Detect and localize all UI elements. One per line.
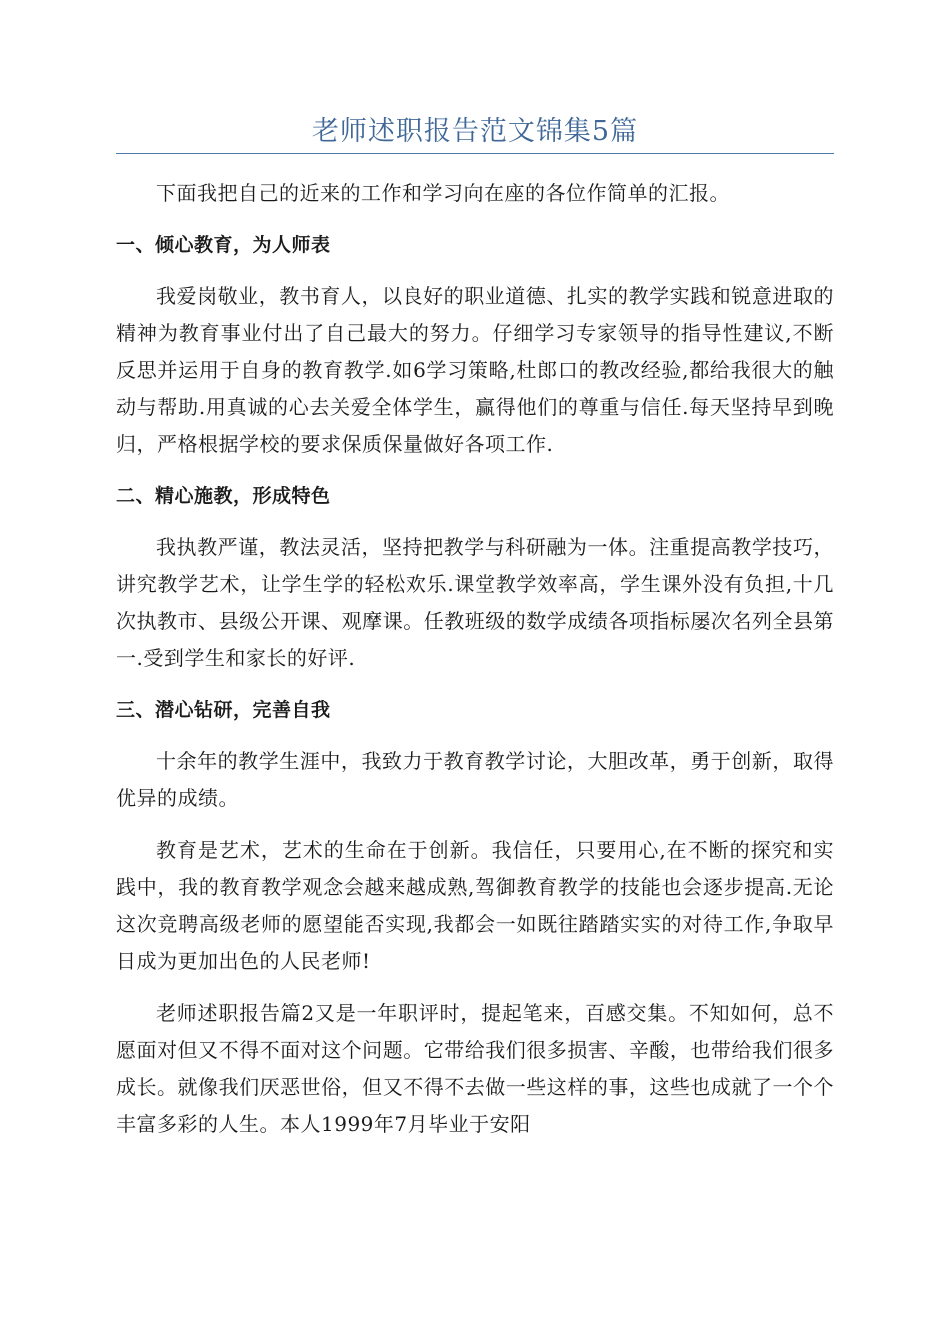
section-2-paragraph-1: 我执教严谨，教法灵活，坚持把教学与科研融为一体。注重提高教学技巧，讲究教学艺术，让学生学的轻松欢乐.课堂教学效率高，学生课外没有负担,十几次执教市、县级公开课、观摩课。任教班级的数学成绩各项指标屡次名列全县第一.受到学生和家长的好评. [116, 535, 834, 670]
section-1-paragraph-1: 我爱岗敬业，教书育人，以良好的职业道德、扎实的教学实践和锐意进取的精神为教育事业付出了自己最大的努力。仔细学习专家领导的指导性建议,不断反思并运用于自身的教育教学.如6学习策略,杜郎口的教改经验,都给我很大的触动与帮助.用真诚的心去关爱全体学生，赢得他们的尊重与信任.每天坚持早到晚归，严格根据学校的要求保质保量做好各项工作. [116, 284, 834, 456]
section-3-paragraph-2: 教育是艺术，艺术的生命在于创新。我信任，只要用心,在不断的探究和实践中，我的教育教学观念会越来越成熟,驾御教育教学的技能也会逐步提高.无论这次竞聘高级老师的愿望能否实现,我都会一如既往踏踏实实的对待工作,争取早日成为更加出色的人民老师! [116, 838, 834, 973]
section-3-paragraph-3: 老师述职报告篇2又是一年职评时，提起笔来，百感交集。不知如何，总不愿面对但又不得不面对这个问题。它带给我们很多损害、辛酸，也带给我们很多成长。就像我们厌恶世俗，但又不得不去做一些这样的事，这些也成就了一个个丰富多彩的人生。本人1999年7月毕业于安阳 [116, 1001, 834, 1136]
section-3-paragraph-1: 十余年的教学生涯中，我致力于教育教学讨论，大胆改革，勇于创新，取得优异的成绩。 [116, 749, 834, 810]
section-heading-2: 二、精心施教，形成特色 [116, 485, 331, 507]
section-heading-1: 一、倾心教育，为人师表 [116, 234, 331, 256]
intro-paragraph: 下面我把自己的近来的工作和学习向在座的各位作简单的汇报。 [156, 181, 730, 205]
document-body [116, 175, 834, 1158]
document-title: 老师述职报告范文锦集5篇 [311, 116, 639, 147]
title-underline [116, 153, 834, 154]
section-heading-3: 三、潜心钻研，完善自我 [116, 699, 331, 721]
